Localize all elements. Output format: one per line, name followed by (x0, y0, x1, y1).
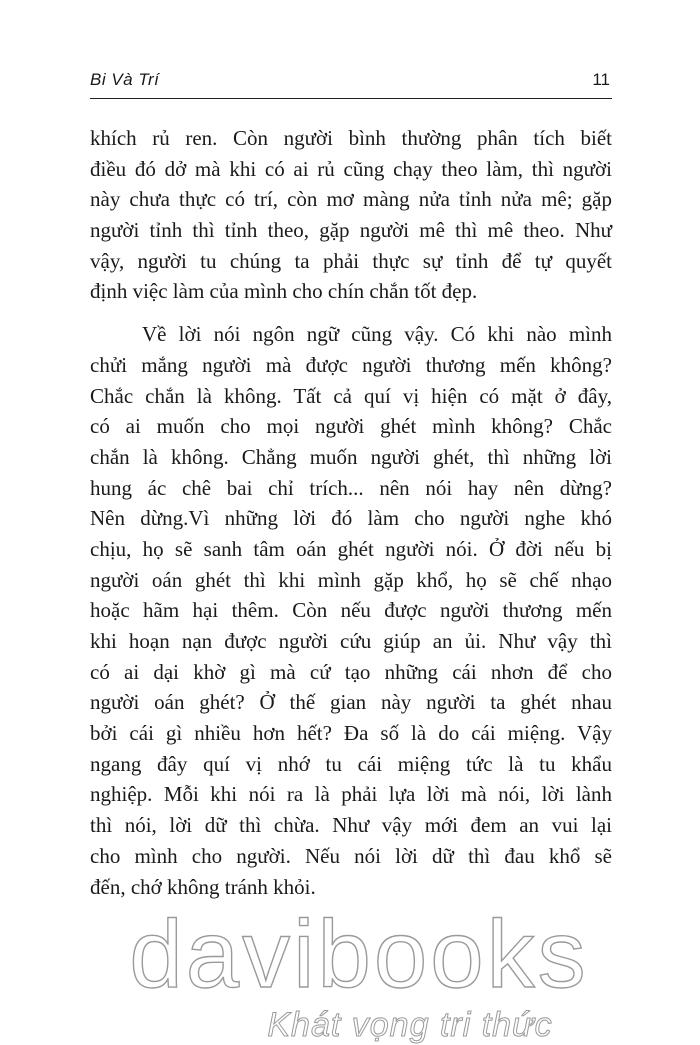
text-line: khích rủ ren. Còn người bình thường phân tích biết (90, 126, 612, 150)
text-line: người oán ghét? Ở thế gian này người ta ghét nhau (90, 690, 612, 715)
text-line: có ai muốn cho mọi người ghét mình không? Chắc (90, 414, 612, 439)
running-header (90, 68, 612, 99)
text-line: hoặc hãm hại thêm. Còn nếu được người thương mến (90, 598, 612, 623)
paragraph-break (90, 307, 612, 319)
text-line: Chắc chắn là không. Tất cả quí vị hiện có mặt ở đây, (90, 383, 612, 408)
watermark-logo: davibooks (129, 901, 589, 1008)
page-number: 11 (592, 70, 610, 89)
text-line: người tỉnh thì tỉnh theo, gặp người mê thì mê theo. Như (90, 218, 612, 243)
text-line: cho mình cho người. Nếu nói lời dữ thì đau khổ sẽ (90, 843, 612, 868)
text-line: người oán ghét thì khi mình gặp khổ, họ sẽ chế nhạo (90, 567, 612, 592)
paragraph (90, 123, 612, 307)
text-line: hung ác chê bai chỉ trích... nên nói hay nên dừng? (90, 475, 612, 500)
text-line: này chưa thực có trí, còn mơ màng nửa tỉnh nửa mê; gặp (90, 187, 612, 212)
text-line: chắn là không. Chẳng muốn người ghét, thì những lời (90, 444, 612, 469)
text-line: bởi cái gì nhiều hơn hết? Đa số là do cái miệng. Vậy (90, 721, 612, 746)
text-line: chửi mắng người mà được người thương mến không? (90, 352, 612, 377)
text-line: thì nói, lời dữ thì chừa. Như vậy mới đem an vui lại (90, 813, 612, 838)
text-line: nghiệp. Mỗi khi nói ra là phải lựa lời mà nói, lời lành (90, 782, 612, 807)
watermark-tagline: Khát vọng tri thức (267, 1006, 553, 1044)
text-line: khi hoạn nạn được người cứu giúp an ủi. Như vậy thì (90, 629, 612, 653)
watermark (0, 901, 700, 1045)
text-line: Về lời nói ngôn ngữ cũng vậy. Có khi nào mình (142, 322, 612, 347)
body-text (90, 123, 612, 902)
text-line: điều đó dở mà khi có ai rủ cũng chạy theo làm, thì người (90, 156, 612, 181)
header-book-title: Bi Và Trí (90, 70, 160, 89)
text-line: đến, chớ không tránh khỏi. (90, 874, 316, 899)
text-line: vậy, người tu chúng ta phải thực sự tỉnh để tự quyết (90, 248, 612, 273)
text-line: ngang đây quí vị nhớ tu cái miệng tức là tu khẩu (90, 751, 612, 776)
text-line: Nên dừng.Vì những lời đó làm cho người nghe khó (90, 506, 612, 531)
text-line: có ai dại khờ gì mà cứ tạo những cái nhơn để cho (90, 659, 612, 684)
paragraph (90, 319, 612, 902)
text-line: định việc làm của mình cho chín chắn tốt đẹp. (90, 279, 478, 304)
text-line: chịu, họ sẽ sanh tâm oán ghét người nói. Ở đời nếu bị (90, 536, 612, 561)
